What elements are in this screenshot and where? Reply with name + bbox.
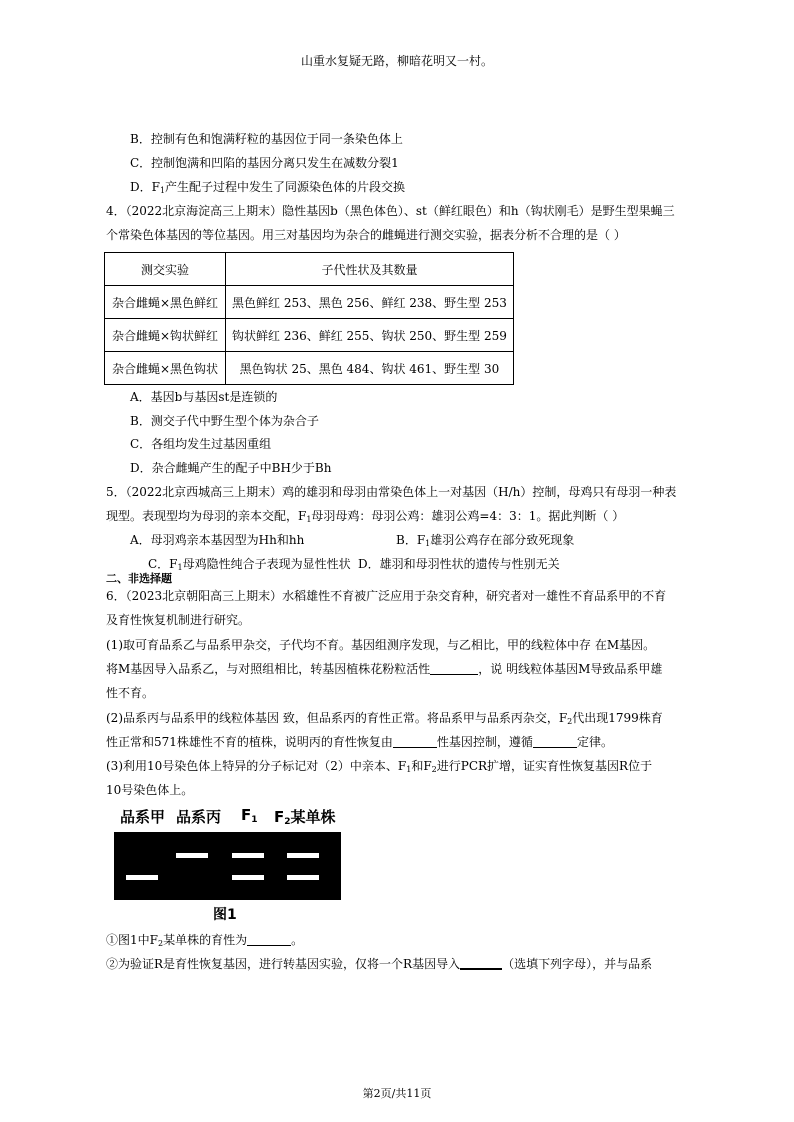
q6-p2-line2 <box>106 734 613 750</box>
q5-stem-sub: 1 <box>306 515 312 524</box>
q5-option-b <box>396 532 574 548</box>
table-cell: 杂合雌蝇×钩状鲜红 <box>105 319 226 352</box>
gel-band <box>232 853 264 858</box>
table-header-cell: 子代性状及其数量 <box>226 253 514 286</box>
q6-p2-line1-b: 代出现1799株育 <box>572 711 663 725</box>
q6-p3-line1-a: (3)利用10号染色体上特异的分子标记对（2）中亲本、F <box>106 759 407 773</box>
q6-p2-line1 <box>106 710 663 726</box>
gel-band <box>176 853 208 858</box>
q6-p3-line1-c: 进行PCR扩增，证实育性恢复基因R位于 <box>436 759 653 773</box>
gel-band <box>126 875 158 880</box>
figure-caption: 图1 <box>213 907 237 923</box>
table-row <box>105 352 514 385</box>
q5-stem-line1: 5．（2022北京西城高三上期末）鸡的雄羽和母羽由常染色体上一对基因（H/h）控制，母鸡只有母羽一种表 <box>106 485 677 499</box>
q5-option-b-sub: 1 <box>425 539 431 548</box>
lane-label-text: F <box>274 808 285 826</box>
table-header-row <box>105 253 514 286</box>
q4-option-b: B．测交子代中野生型个体为杂合子 <box>130 414 319 428</box>
section-title: 二、非选择题 <box>106 572 172 585</box>
q5-option-c-b: 母鸡隐性纯合子表现为显性性状 <box>182 557 351 571</box>
table-row <box>105 319 514 352</box>
lane-label: 品系甲 <box>120 808 166 826</box>
q6-sub1-b: 某单株的育性为 <box>163 933 248 947</box>
lane-label <box>241 806 258 824</box>
q6-p2-line2-a: 性正常和571株雄性不育的植株，说明丙的育性恢复由 <box>106 735 393 749</box>
lane-label: 品系丙 <box>176 808 222 826</box>
q3-option-b: B．控制有色和饱满籽粒的基因位于同一条染色体上 <box>130 132 403 146</box>
answer-blank[interactable] <box>430 662 478 675</box>
q6-sub1 <box>106 932 303 948</box>
q6-p3-line1-b: 和F <box>411 759 432 773</box>
gel-band <box>287 875 319 880</box>
q6-sub1-a: ①图1中F <box>106 933 158 947</box>
q6-p3-line1 <box>106 758 652 774</box>
q6-p3-sub2: 2 <box>431 765 437 774</box>
lane-label-suffix: 某单株 <box>290 808 336 826</box>
q5-option-b-b: 雄羽公鸡存在部分致死现象 <box>430 533 575 547</box>
q6-p1-line2 <box>106 661 662 677</box>
q6-stem-line1: 6．（2023北京朝阳高三上期末）水稻雄性不育被广泛应用于杂交育种，研究者对一雄性不育品系甲的不育 <box>106 589 667 603</box>
gel-band <box>232 875 264 880</box>
q6-p1-line2-a: 将M基因导入品系乙，与对照组相比，转基因植株花粉粒活性 <box>106 662 431 676</box>
q4-testcross-table <box>104 252 514 385</box>
q4-stem-line1: 4．（2022北京海淀高三上期末）隐性基因b（黑色体色）、st（鲜红眼色）和h（钩状刚毛）是野生型果蝇三 <box>106 204 675 218</box>
q6-p3-sub1: 1 <box>406 765 412 774</box>
lane-label-text: F <box>241 806 252 824</box>
q6-p2-sub: 2 <box>567 717 573 726</box>
gel-band <box>287 853 319 858</box>
q3-option-d-sub: 1 <box>159 186 166 195</box>
q5-option-c <box>148 556 351 572</box>
answer-blank[interactable] <box>247 933 291 946</box>
q5-stem-line2 <box>106 508 624 524</box>
q6-sub2-b: （选填下列字母），并与品系 <box>502 957 653 971</box>
q4-option-a: A．基因b与基因st是连锁的 <box>130 390 278 404</box>
table-cell: 杂合雌蝇×黑色鲜红 <box>105 286 226 319</box>
q6-p1-line3: 性不育。 <box>106 686 155 700</box>
q5-option-c-sub: 1 <box>177 563 183 572</box>
lane-label <box>274 806 336 827</box>
q6-p2-line2-b: 性基因控制，遵循 <box>436 735 533 749</box>
q5-option-a: A．母羽鸡亲本基因型为Hh和hh <box>130 533 305 547</box>
table-row <box>105 286 514 319</box>
q6-p1-line2-b: ，说 明线粒体基因M导致品系甲雄 <box>478 662 663 676</box>
page-footer-number: 第2页/共11页 <box>362 1087 432 1100</box>
q3-option-d <box>130 179 405 195</box>
q3-option-c: C．控制饱满和凹陷的基因分离只发生在减数分裂1 <box>130 156 399 170</box>
q4-stem-line2: 个常染色体基因的等位基因。用三对基因均为杂合的雌蝇进行测交实验，据表分析不合理的是（ ） <box>106 228 626 242</box>
table-cell: 杂合雌蝇×黑色钩状 <box>105 352 226 385</box>
table-cell: 黑色钩状 25、黑色 484、钩状 461、野生型 30 <box>226 352 514 385</box>
q5-option-b-a: B．F <box>396 533 426 547</box>
q6-p2-line2-c: 定律。 <box>576 735 613 749</box>
q5-stem-line2-a: 现型。表现型均为母羽的亲本交配，F <box>106 509 307 523</box>
answer-blank[interactable] <box>460 956 502 970</box>
lane-label-sub: 1 <box>251 815 258 825</box>
q6-sub1-c: 。 <box>291 933 304 947</box>
q6-p3-line2: 10号染色体上。 <box>106 783 194 797</box>
q6-p2-line1-a: (2)品系丙与品系甲的线粒体基因 致，但品系丙的育性正常。将品系甲与品系丙杂交，F <box>106 711 568 725</box>
table-cell: 钩状鲜红 236、鲜红 255、钩状 250、野生型 259 <box>226 319 514 352</box>
q5-option-c-a: C．F <box>148 557 178 571</box>
page-header-motto: 山重水复疑无路，柳暗花明又一村。 <box>300 54 493 68</box>
q5-stem-line2-b: 母羽母鸡：母羽公鸡：雄羽公鸡=4：3：1。据此判断（ ） <box>311 509 625 523</box>
q5-option-d: D．雄羽和母羽性状的遗传与性别无关 <box>358 557 560 571</box>
q3-option-d-prefix: D．F <box>130 180 160 194</box>
q4-option-d: D．杂合雌蝇产生的配子中BH少于Bh <box>130 461 332 475</box>
table-header-cell: 测交实验 <box>105 253 226 286</box>
table-cell: 黑色鲜红 253、黑色 256、鲜红 238、野生型 253 <box>226 286 514 319</box>
q6-sub2 <box>106 956 652 972</box>
q6-sub1-sub: 2 <box>157 939 164 948</box>
gel-image <box>114 832 341 900</box>
answer-blank[interactable] <box>393 735 437 748</box>
q4-option-c: C．各组均发生过基因重组 <box>130 437 272 451</box>
q6-sub2-a: ②为验证R是育性恢复基因，进行转基因实验，仅将一个R基因导入 <box>106 957 461 971</box>
q3-option-d-rest: 产生配子过程中发生了同源染色体的片段交换 <box>165 180 406 194</box>
answer-blank[interactable] <box>533 735 577 748</box>
lane-label-sub: 2 <box>284 817 291 827</box>
q6-stem-line2: 及育性恢复机制进行研究。 <box>106 613 251 627</box>
q6-p1-line1: (1)取可育品系乙与品系甲杂交，子代均不育。基因组测序发现，与乙相比，甲的线粒体中存 在M基因。 <box>106 638 656 652</box>
